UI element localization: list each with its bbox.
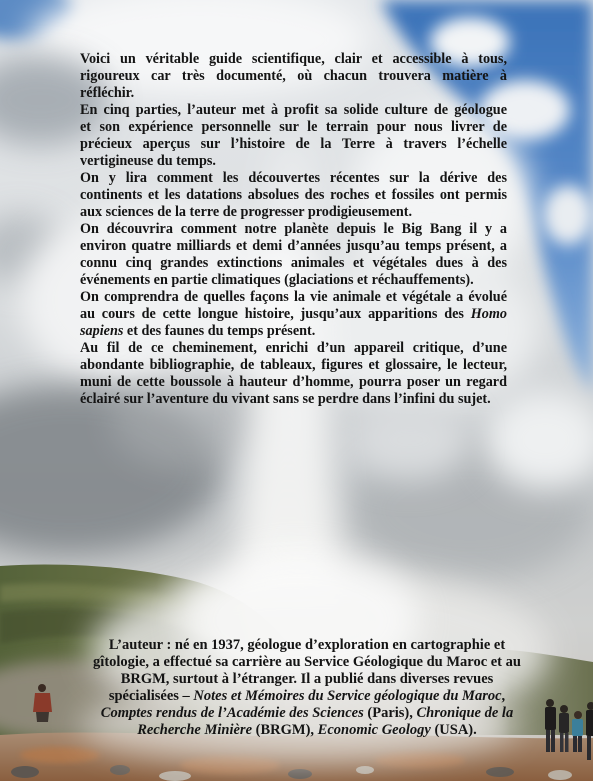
author-bio-line [72,671,542,688]
description-line: connu cinq grandes extinctions animales et végétales dues à des [80,255,507,271]
description-line: continents et les datations absolues des roches et fossiles ont permis [80,187,507,203]
description-line: abondante bibliographie, de tableaux, figures et glossaire, le lecteur, [80,357,507,373]
author-bio-line [72,722,542,739]
description-paragraph [80,221,507,289]
description-line: On y lira comment les découvertes récentes sur la dérive des [80,170,507,186]
description-line: On comprendra de quelles façons la vie animale et végétale a évolué [80,289,507,305]
journal-title: Recherche Minière [137,722,253,738]
journal-title: Comptes rendus de l’Académie des Sciences [100,705,364,721]
author-bio-line [72,705,542,722]
description-paragraph [80,289,507,340]
description-line: On découvrira comment notre planète depuis le Big Bang il y a [80,221,507,237]
journal-title: Notes et Mémoires du Service géologique du Maroc [193,688,502,704]
description-line: Au fil de ce cheminement, enrichi d’un appareil critique, d’une [80,340,507,356]
author-bio-line [72,688,542,705]
species-name: Homo [470,306,507,322]
back-cover-description [80,51,507,408]
author-bio-text: , [501,688,506,704]
description-line: Voici un véritable guide scientifique, clair et accessible à tous, [80,51,507,67]
description-text: et des faunes du temps présent. [123,323,316,339]
description-line: éclairé sur l’aventure du vivant sans se perdre dans l’infini du sujet. [80,391,491,407]
description-line: aux sciences de la terre de progresser prodigieusement. [80,204,413,220]
description-line: et son expérience personnelle sur le terrain pour nous livrer de [80,119,507,135]
description-line [80,323,507,340]
author-bio-text: (Paris), [363,705,417,721]
journal-title: Chronique de la [416,705,514,721]
description-paragraph [80,170,507,221]
description-line [80,306,507,323]
author-bio-line [72,637,542,654]
species-name: sapiens [80,323,124,339]
description-line: environ quatre milliards et demi d’années jusqu’au temps présent, a [80,238,507,254]
description-line: événements en partie climatiques (glaciations et réchauffements). [80,272,474,288]
description-line: vertigineuse du temps. [80,153,216,169]
description-line: précieux aperçus sur l’histoire de la Terre à travers l’échelle [80,136,507,152]
description-line: rigoureux car très documenté, où chacun trouvera matière à [80,68,507,84]
author-bio-text: L’auteur : né en 1937, géologue d’exploration en cartographie et [108,637,506,653]
author-bio-text: gîtologie, a effectué sa carrière au Service Géologique du Maroc et au [93,654,521,670]
journal-title: Economic Geology [317,722,431,738]
author-bio-text: (BRGM), [252,722,318,738]
description-line: réfléchir. [80,85,135,101]
author-bio-text: BRGM, surtout à l’étranger. Il a publié dans diverses revues [120,671,494,687]
author-bio-text: (USA). [430,722,477,738]
author-bio-line [72,654,542,671]
description-line: En cinq parties, l’auteur met à profit sa solide culture de géologue [80,102,507,118]
description-line: muni de cette boussole à hauteur d’homme, pourra poser un regard [80,374,507,390]
description-paragraph [80,340,507,408]
author-bio-text: spécialisées – [108,688,194,704]
description-text: au cours de cette longue histoire, jusqu’aux apparitions des [80,306,471,322]
description-paragraph [80,102,507,170]
author-bio [72,637,542,739]
description-paragraph [80,51,507,102]
